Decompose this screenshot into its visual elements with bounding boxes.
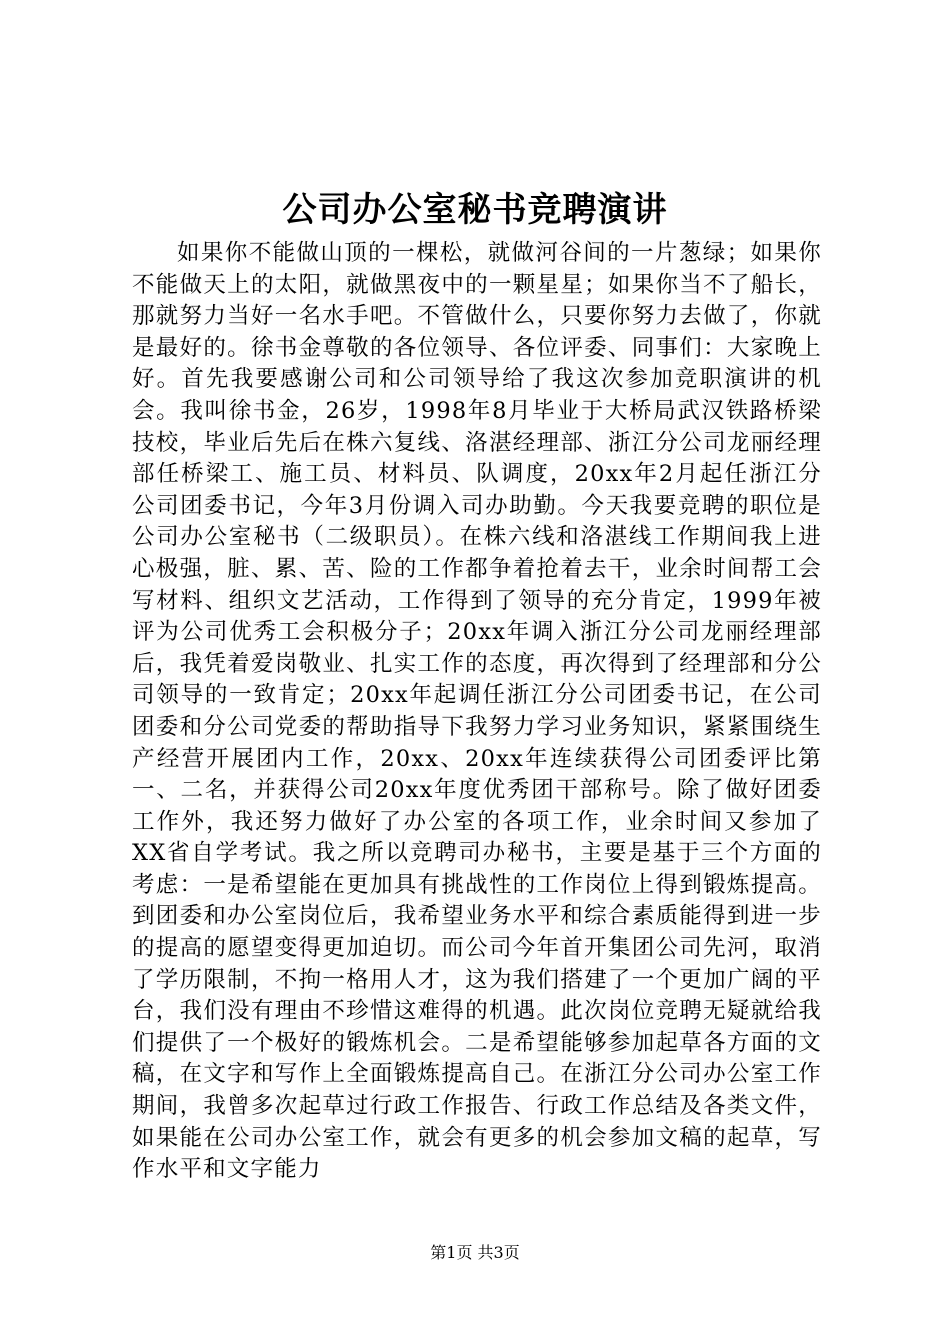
document-body: 如果你不能做山顶的一棵松，就做河谷间的一片葱绿；如果你不能做天上的太阳，就做黑夜中的一颗星星；如果你当不了船长，那就努力当好一名水手吧。不管做什么，只要你努力去做了，你就是最好的。徐书金尊敬的各位领导、各位评委、同事们：大家晚上好。首先我要感谢公司和公司领导给了我这次参加竞职演讲的机会。我叫徐书金，26岁，1998年8月毕业于大桥局武汉铁路桥梁技校，毕业后先后在株六复线、洛湛经理部、浙江分公司龙丽经理部任桥梁工、施工员、材料员、队调度，20xx年2月起任浙江分公司团委书记，今年3月份调入司办助勤。今天我要竞聘的职位是公司办公室秘书（二级职员）。在株六线和洛湛线工作期间我上进心极强，脏、累、苦、险的工作都争着抢着去干，业余时间帮工会写材料、组织文艺活动，工作得到了领导的充分肯定，1999年被评为公司优秀工会积极分子；20xx年调入浙江分公司龙丽经理部后，我凭着爱岗敬业、扎实工作的态度，再次得到了经理部和分公司领导的一致肯定；20xx年起调任浙江分公司团委书记，在公司团委和分公司党委的帮助指导下我努力学习业务知识，紧紧围绕生产经营开展团内工作，20xx、20xx年连续获得公司团委评比第一、二名，并获得公司20xx年度优秀团干部称号。除了做好团委工作外，我还努力做好了办公室的各项工作，业余时间又参加了XX省自学考试。我之所以竞聘司办秘书，主要是基于三个方面的考虑：一是希望能在更加具有挑战性的工作岗位上得到锻炼提高。到团委和办公室岗位后，我希望业务水平和综合素质能得到进一步的提高的愿望变得更加迫切。而公司今年首开集团公司先河，取消了学历限制，不拘一格用人才，这为我们搭建了一个更加广阔的平台，我们没有理由不珍惜这难得的机遇。此次岗位竞聘无疑就给我们提供了一个极好的锻炼机会。二是希望能够参加起草各方面的文稿，在文字和写作上全面锻炼提高自己。在浙江分公司办公室工作期间，我曾多次起草过行政工作报告、行政工作总结及各类文件，如果能在公司办公室工作，就会有更多的机会参加文稿的起草，写作水平和文字能力 bbox=[132, 240, 822, 1183]
page-footer: 第1页 共3页 bbox=[430, 1243, 520, 1262]
document-title: 公司办公室秘书竞聘演讲 bbox=[282, 190, 668, 230]
